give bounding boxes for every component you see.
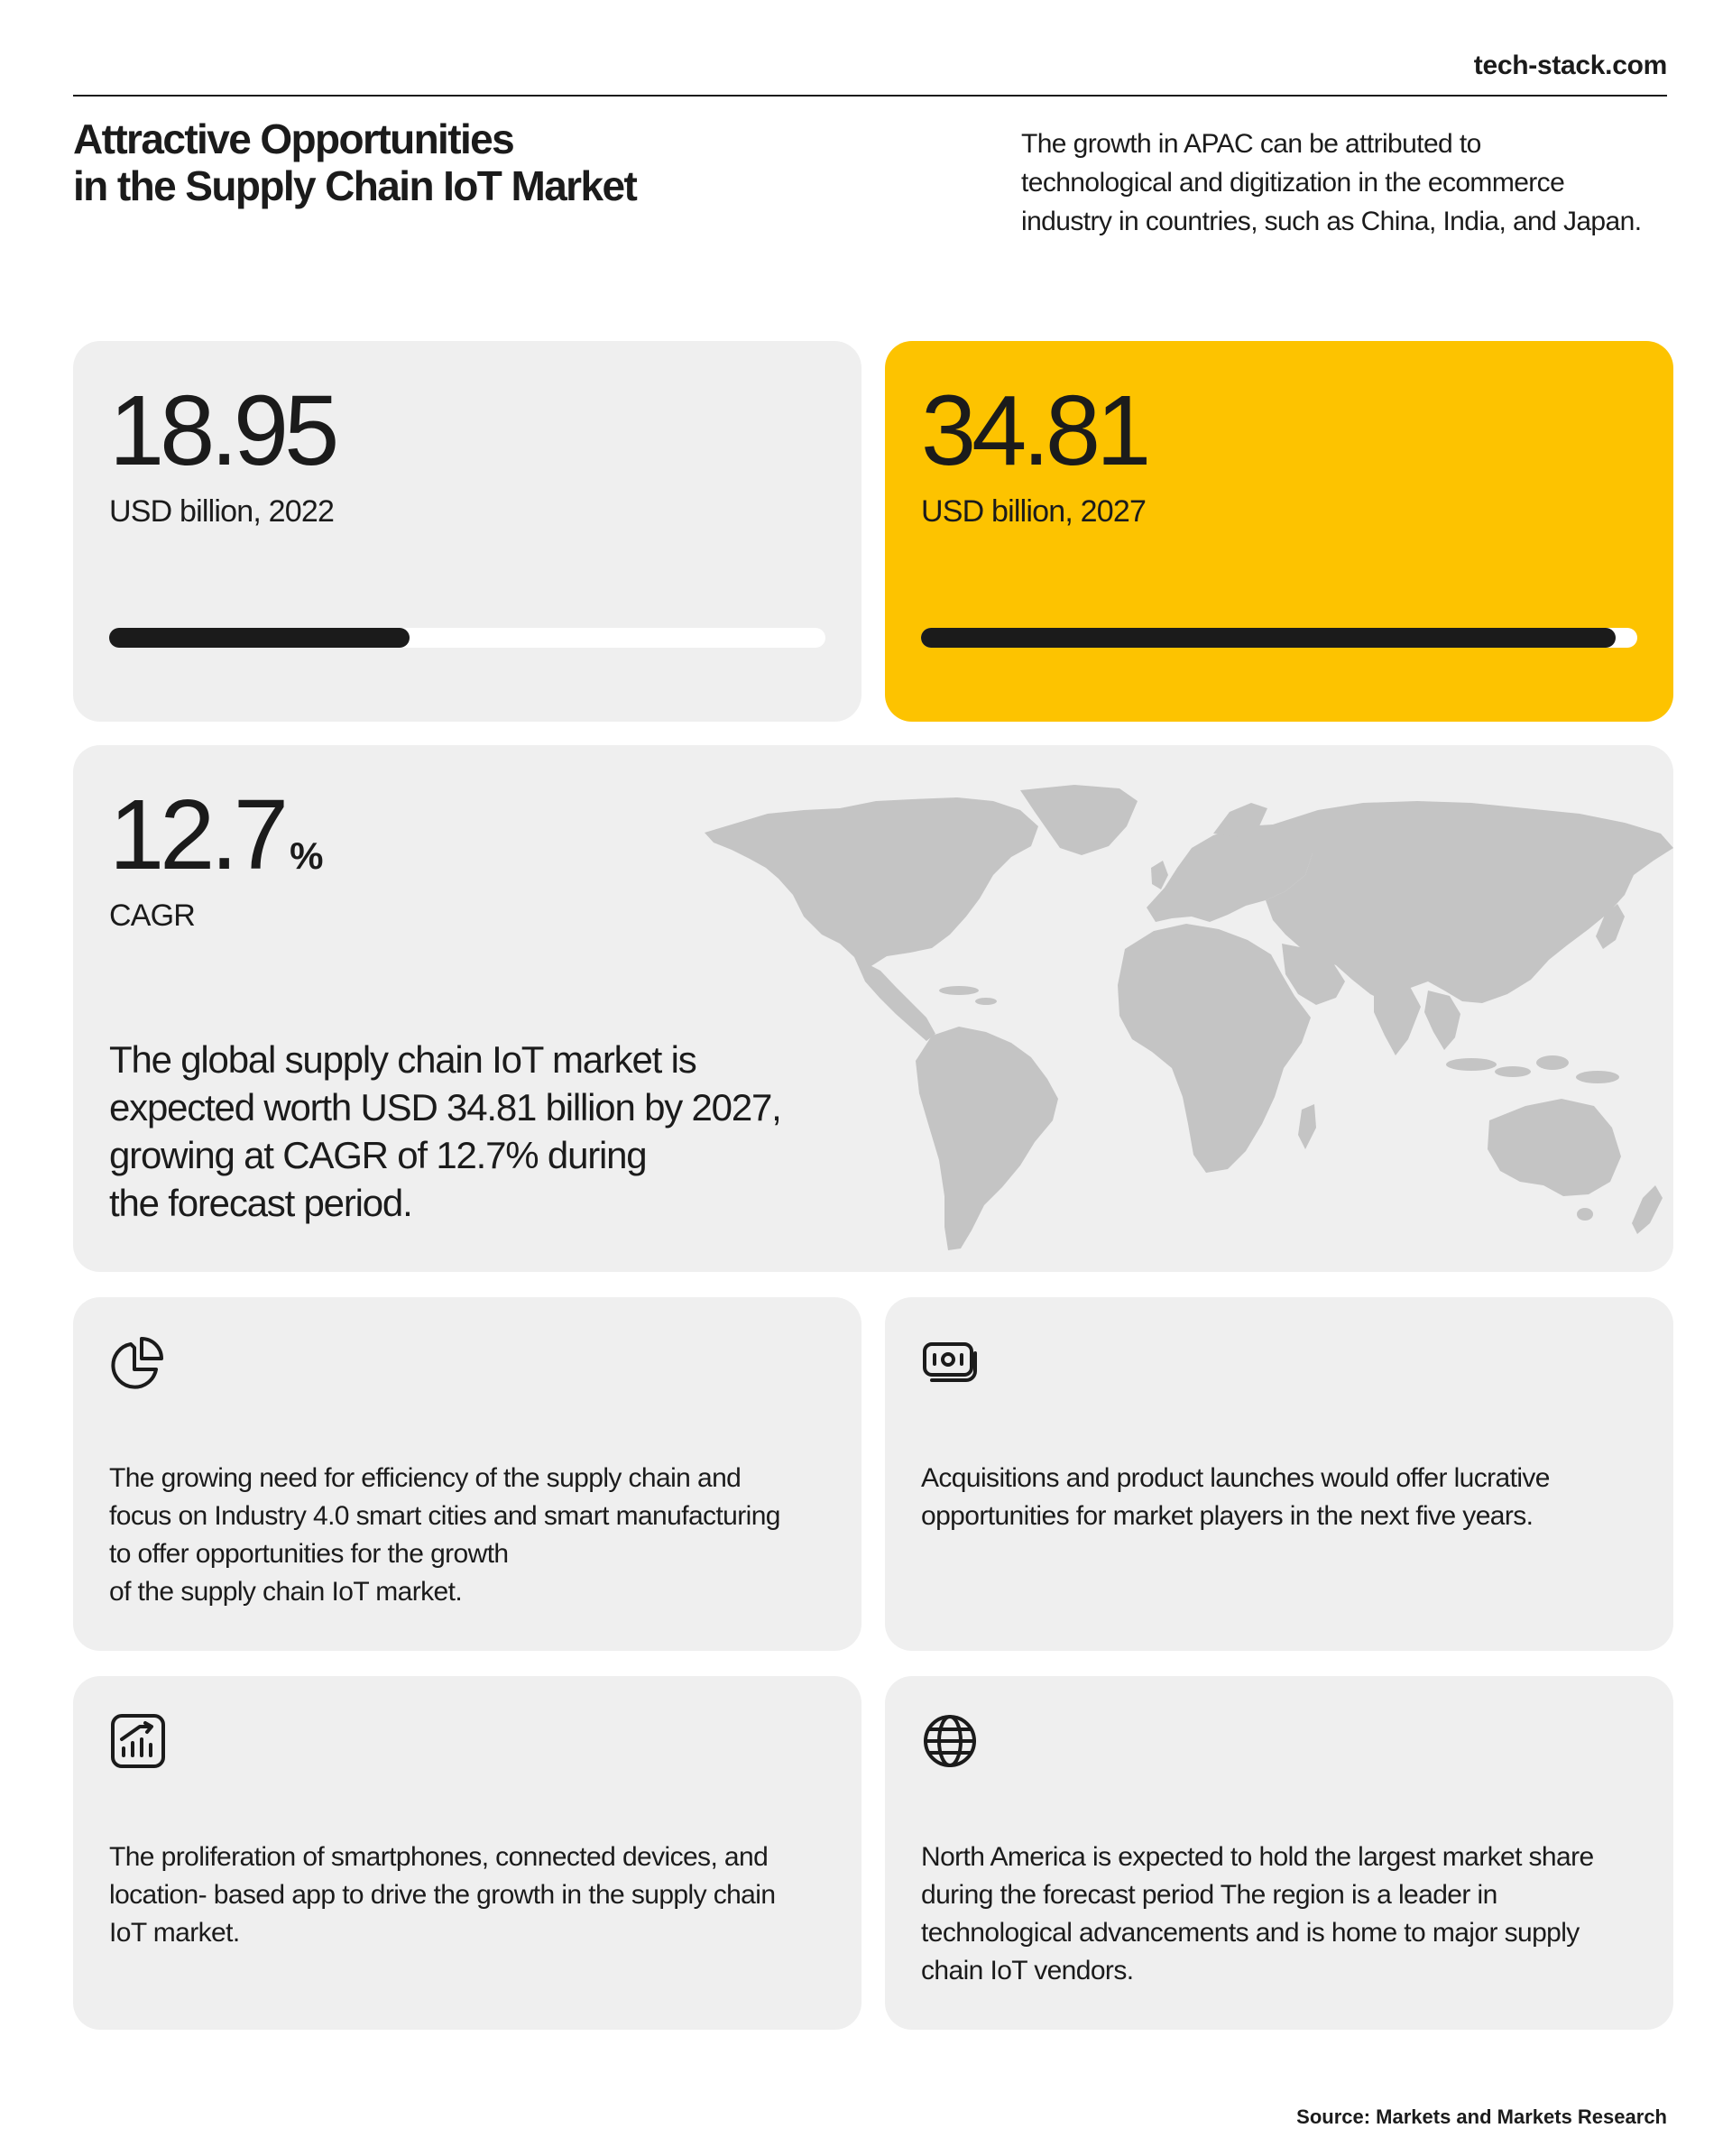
title-line: Attractive Opportunities: [73, 115, 514, 162]
card-line: technological advancements and is home to major supply: [921, 1918, 1580, 1948]
card-line: during the forecast period The region is a leader in: [921, 1880, 1497, 1910]
stat-card-2027: [885, 341, 1673, 722]
title-line: in the Supply Chain IoT Market: [73, 162, 637, 209]
card-text: [109, 1838, 849, 1952]
stat-value: 18.95: [109, 375, 336, 486]
card-text: [921, 1838, 1661, 1990]
card-line: The growing need for efficiency of the supply chain and: [109, 1463, 742, 1493]
description-line: growing at CAGR of 12.7% during: [109, 1134, 647, 1176]
card-text: [921, 1460, 1661, 1535]
card-line: location- based app to drive the growth in the supply chain: [109, 1880, 776, 1910]
stat-label: USD billion, 2027: [921, 494, 1147, 529]
card-line: to offer opportunities for the growth: [109, 1539, 509, 1569]
site-name: tech-stack.com: [1473, 51, 1667, 80]
card-line: North America is expected to hold the largest market share: [921, 1842, 1594, 1872]
cagr-value: [109, 781, 323, 910]
header-divider: [73, 95, 1667, 97]
card-line: IoT market.: [109, 1918, 240, 1948]
card-line: The proliferation of smartphones, connected devices, and: [109, 1842, 769, 1872]
opportunity-card-acquisitions: [885, 1297, 1673, 1651]
intro-line: industry in countries, such as China, India, and Japan.: [1021, 207, 1642, 236]
description-line: the forecast period.: [109, 1182, 412, 1224]
money-icon: [921, 1333, 979, 1391]
globe-icon: [921, 1712, 979, 1770]
card-line: chain IoT vendors.: [921, 1956, 1134, 1986]
source-note: Source: Markets and Markets Research: [1296, 2105, 1667, 2128]
card-line: opportunities for market players in the next five years.: [921, 1501, 1534, 1531]
progress-track: [109, 628, 825, 648]
cagr-label: CAGR: [109, 898, 196, 933]
cagr-description: [109, 1036, 903, 1227]
growth-chart-icon: [109, 1712, 167, 1770]
cagr-number: 12.7: [109, 779, 285, 890]
description-line: The global supply chain IoT market is: [109, 1038, 696, 1081]
page-title: [73, 115, 885, 209]
progress-fill: [921, 628, 1616, 648]
intro-line: The growth in APAC can be attributed to: [1021, 129, 1481, 159]
card-line: focus on Industry 4.0 smart cities and smart manufacturing: [109, 1501, 780, 1531]
intro-line: technological and digitization in the ecommerce: [1021, 168, 1565, 198]
stat-card-2022: [73, 341, 861, 722]
description-line: expected worth USD 34.81 billion by 2027,: [109, 1086, 781, 1129]
card-text: [109, 1460, 849, 1611]
card-line: Acquisitions and product launches would offer lucrative: [921, 1463, 1550, 1493]
stat-value: 34.81: [921, 375, 1147, 486]
opportunity-card-north-america: [885, 1676, 1673, 2030]
cagr-unit: %: [290, 834, 324, 877]
opportunity-card-smartphones: [73, 1676, 861, 2030]
progress-track: [921, 628, 1637, 648]
intro-text: [1021, 124, 1689, 241]
stat-label: USD billion, 2022: [109, 494, 335, 529]
progress-fill: [109, 628, 410, 648]
pie-chart-icon: [109, 1333, 167, 1391]
opportunity-card-efficiency: [73, 1297, 861, 1651]
cagr-card: [73, 745, 1673, 1272]
card-line: of the supply chain IoT market.: [109, 1577, 463, 1607]
